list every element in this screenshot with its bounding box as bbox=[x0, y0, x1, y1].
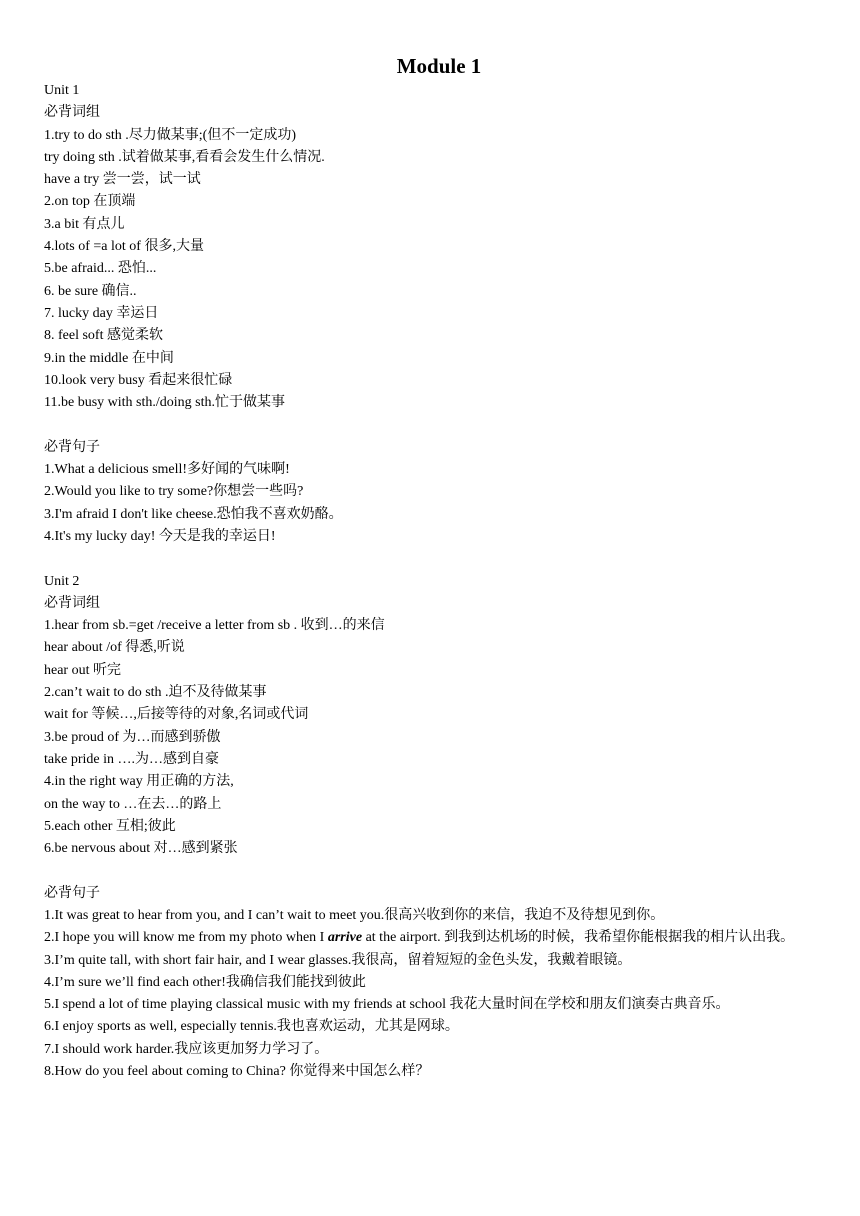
list-item: 6.be nervous about 对…感到紧张 bbox=[44, 841, 238, 857]
list-item: 10.look very busy 看起来很忙碌 bbox=[44, 372, 233, 388]
list-item: 7.I should work harder.我应该更加努力学习了。 bbox=[44, 1041, 329, 1057]
list-item: 3.I'm afraid I don't like cheese.恐怕我不喜欢奶酪。 bbox=[44, 506, 343, 522]
unit2-heading: Unit 2 bbox=[44, 573, 80, 589]
list-item: try doing sth .试着做某事,看看会发生什么情况. bbox=[44, 149, 325, 165]
list-item: 3.be proud of 为…而感到骄傲 bbox=[44, 729, 221, 745]
list-item: 11.be busy with sth./doing sth.忙于做某事 bbox=[44, 395, 285, 411]
list-item: 4.I’m sure we’ll find each other!我确信我们能找到彼此 bbox=[44, 974, 366, 990]
list-item: 2.can’t wait to do sth .迫不及待做某事 bbox=[44, 685, 267, 701]
list-item: 6. be sure 确信.. bbox=[44, 283, 137, 299]
list-item: on the way to …在去…的路上 bbox=[44, 796, 222, 812]
sentence-text: at the airport. 到我到达机场的时候，我希望你能根据我的相片认出我。 bbox=[362, 930, 795, 946]
list-item: 1.What a delicious smell!多好闻的气味啊! bbox=[44, 462, 290, 478]
unit2-phrases-list bbox=[44, 615, 834, 860]
unit1-heading: Unit 1 bbox=[44, 83, 80, 98]
list-item: 2.Would you like to try some?你想尝一些吗? bbox=[44, 484, 304, 500]
unit2-sentences-heading: 必背句子 bbox=[44, 885, 100, 901]
unit1-sentences-list bbox=[44, 459, 834, 548]
list-item: 1.It was great to hear from you, and I can’t wait to meet you.很高兴收到你的来信，我迫不及待想见到你。 bbox=[44, 907, 665, 923]
list-item: 9.in the middle 在中间 bbox=[44, 350, 174, 366]
unit2-sentences-list bbox=[44, 905, 834, 1083]
list-item: 4.It's my lucky day! 今天是我的幸运日! bbox=[44, 528, 276, 544]
unit1-phrases-list bbox=[44, 125, 834, 415]
list-item: 8. feel soft 感觉柔软 bbox=[44, 328, 163, 344]
list-item: 8.How do you feel about coming to China? 你觉得来中国怎么样？ bbox=[44, 1064, 430, 1080]
list-item: 5.be afraid... 恐怕... bbox=[44, 261, 157, 277]
list-item: wait for 等候…,后接等待的对象,名词或代词 bbox=[44, 707, 309, 723]
list-item: 5.I spend a lot of time playing classical music with my friends at school 我花大量时间在学校和朋友们演奏古典音乐。 bbox=[44, 997, 730, 1013]
sentence-text: 2.I hope you will know me from my photo when I bbox=[44, 930, 328, 946]
list-item: 4.in the right way 用正确的方法, bbox=[44, 774, 234, 790]
list-item: 4.lots of =a lot of 很多,大量 bbox=[44, 239, 204, 255]
unit1-sentences-heading: 必背句子 bbox=[44, 439, 100, 455]
list-item: 3.a bit 有点儿 bbox=[44, 216, 125, 232]
list-item: 5.each other 互相;彼此 bbox=[44, 818, 176, 834]
list-item: 7. lucky day 幸运日 bbox=[44, 305, 159, 321]
list-item: take pride in ….为…感到自豪 bbox=[44, 751, 219, 767]
list-item: hear about /of 得悉,听说 bbox=[44, 640, 185, 656]
list-item: 1.try to do sth .尽力做某事;(但不一定成功) bbox=[44, 127, 296, 143]
list-item bbox=[44, 927, 834, 949]
list-item: 1.hear from sb.=get /receive a letter from sb . 收到…的来信 bbox=[44, 618, 385, 634]
spacer bbox=[44, 414, 834, 436]
document-page bbox=[44, 52, 834, 1083]
unit1-phrases-heading: 必背词组 bbox=[44, 105, 100, 121]
unit2-phrases-heading: 必背词组 bbox=[44, 595, 100, 611]
page-title: Module 1 bbox=[396, 54, 482, 78]
list-item: have a try 尝一尝，试一试 bbox=[44, 172, 201, 188]
list-item: 3.I’m quite tall, with short fair hair, and I wear glasses.我很高，留着短短的金色头发，我戴着眼镜。 bbox=[44, 952, 632, 968]
keyword-arrive: arrive bbox=[327, 930, 363, 946]
spacer bbox=[44, 548, 834, 570]
spacer bbox=[44, 860, 834, 882]
list-item: hear out 听完 bbox=[44, 662, 121, 678]
list-item: 2.on top 在顶端 bbox=[44, 194, 136, 210]
list-item: 6.I enjoy sports as well, especially tennis.我也喜欢运动，尤其是网球。 bbox=[44, 1019, 459, 1035]
